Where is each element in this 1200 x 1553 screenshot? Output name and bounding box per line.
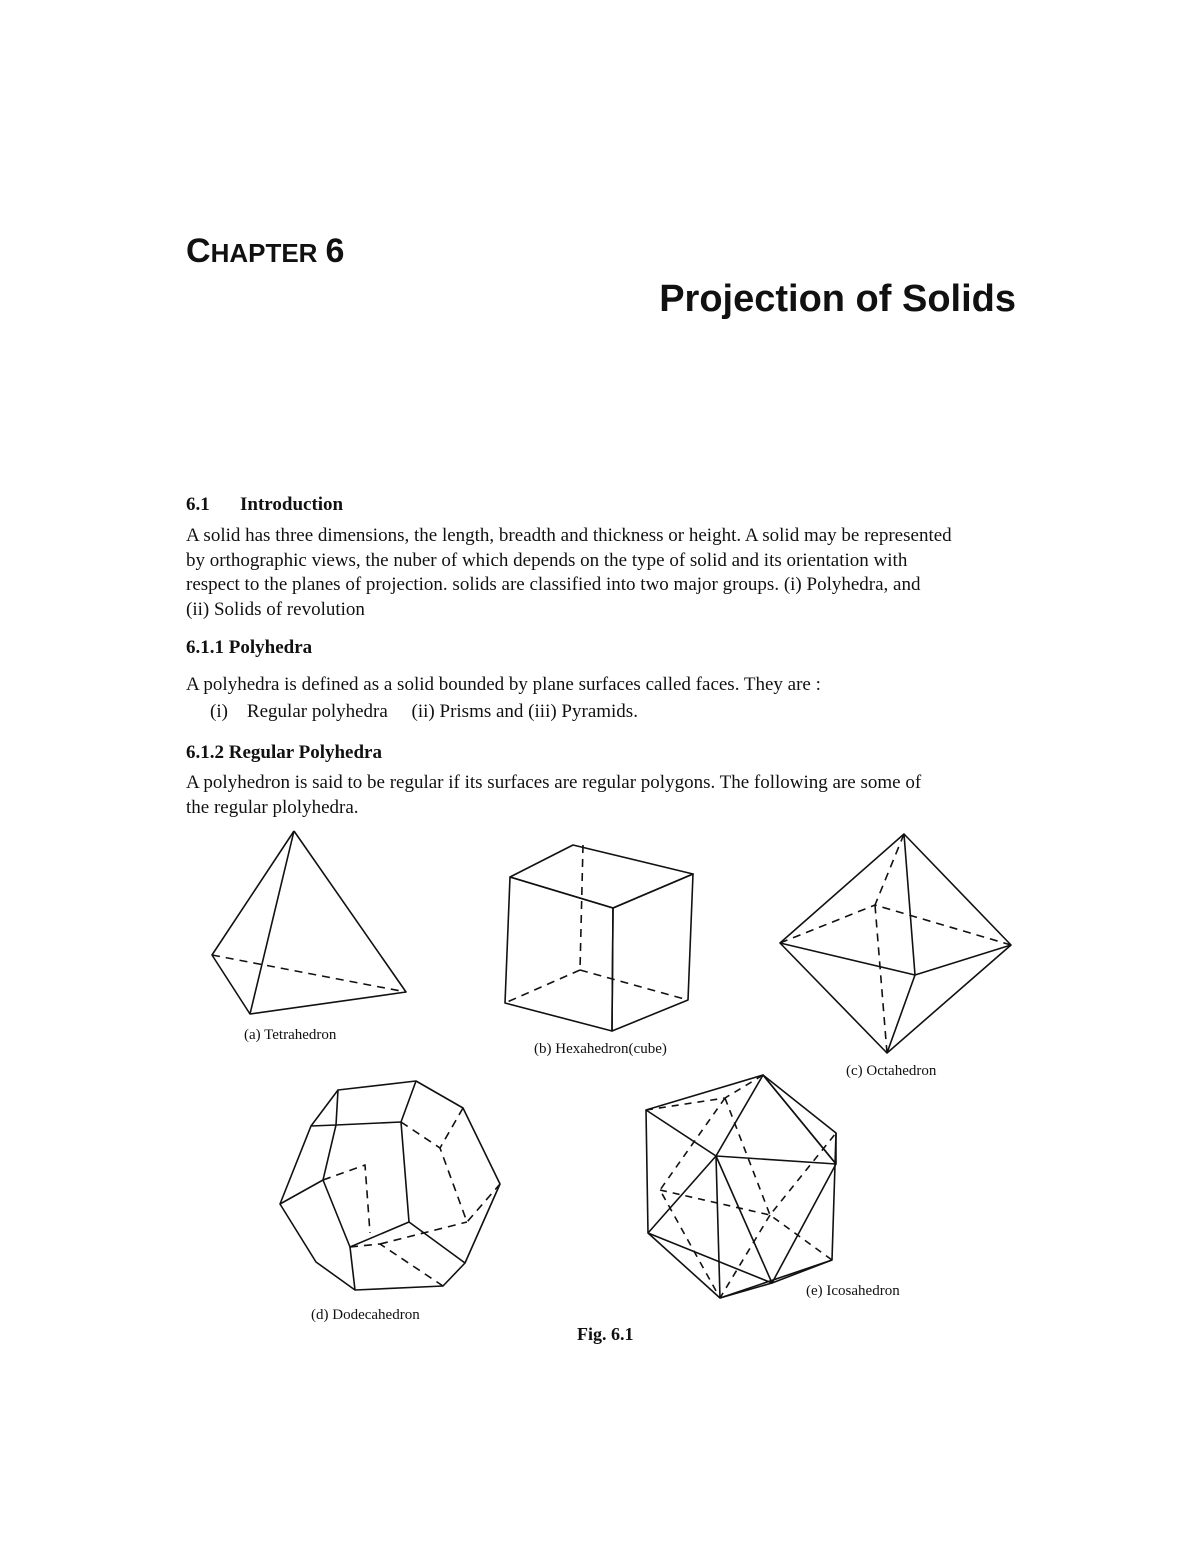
intro-line: by orthographic views, the nuber of which depends on the type of solid and its orientation with [186, 549, 908, 571]
section-heading-polyhedra: 6.1.1 Polyhedra [186, 637, 313, 658]
section-title: Introduction [240, 494, 344, 515]
intro-line: (ii) Solids of revolution [186, 598, 365, 620]
tetrahedron-drawing [212, 831, 406, 1014]
caption-tetrahedron: (a) Tetrahedron [244, 1027, 337, 1043]
chapter-title: Projection of Solids [659, 278, 1016, 320]
section-heading-regular-polyhedra: 6.1.2 Regular Polyhedra [186, 742, 382, 763]
hexahedron-drawing [505, 845, 693, 1031]
polyhedra-list: (i) Regular polyhedra (ii) Prisms and (iii) Pyramids. [210, 701, 638, 722]
caption-octahedron: (c) Octahedron [846, 1063, 937, 1079]
icosahedron-drawing [646, 1075, 836, 1298]
dodecahedron-drawing [280, 1081, 500, 1290]
intro-line: respect to the planes of projection. solids are classified into two major groups. (i) Polyhedra, and [186, 574, 921, 595]
octahedron-drawing [780, 834, 1011, 1053]
section-number: 6.1 [186, 494, 210, 515]
polyhedra-paragraph: A polyhedra is defined as a solid bounded by plane surfaces called faces. They are : [186, 674, 821, 695]
caption-dodecahedron: (d) Dodecahedron [311, 1307, 420, 1323]
chapter-number: 6 [325, 232, 345, 270]
intro-line: A solid has three dimensions, the length, breadth and thickness or height. A solid may be represented [186, 525, 952, 546]
chapter-first-letter: C [186, 232, 211, 270]
regular-line: A polyhedron is said to be regular if its surfaces are regular polygons. The following are some of [186, 772, 922, 793]
caption-hexahedron: (b) Hexahedron(cube) [534, 1041, 667, 1057]
figure-label: Fig. 6.1 [577, 1324, 634, 1344]
caption-icosahedron: (e) Icosahedron [806, 1283, 900, 1299]
chapter-word: HAPTER [210, 238, 318, 268]
regular-line: the regular plolyhedra. [186, 796, 359, 818]
